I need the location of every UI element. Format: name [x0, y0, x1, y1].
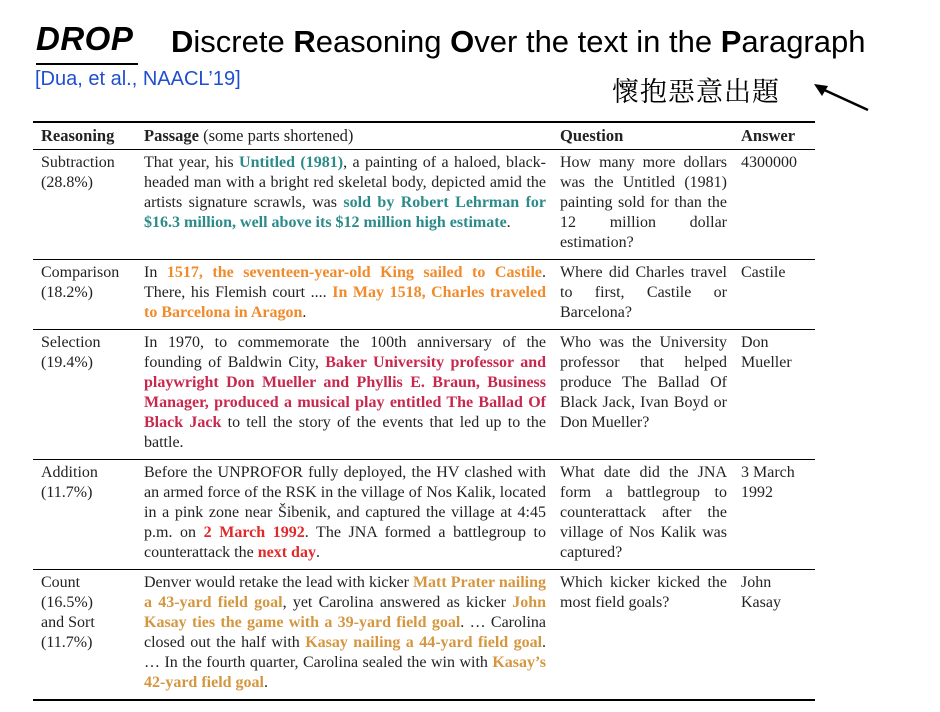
- passage-cell: [136, 460, 552, 570]
- passage-highlight: 2 March 1992: [203, 524, 305, 541]
- header-reasoning: Reasoning: [33, 122, 136, 150]
- question-cell: Where did Charles travel to first, Castile or Barcelona?: [552, 260, 733, 330]
- header-passage-label: Passage: [144, 126, 199, 145]
- drop-expansion-title: [171, 24, 865, 60]
- reasoning-cell: [33, 150, 136, 260]
- passage-text: That year, his: [144, 154, 240, 171]
- title-initial: R: [293, 24, 316, 59]
- question-cell: What date did the JNA form a battlegroup to counterattack after the village of Nos Kalik was captured?: [552, 460, 733, 570]
- answer-cell: Don Mueller: [733, 330, 815, 460]
- passage-text: In: [144, 264, 167, 281]
- title-segment: ver the text in the: [474, 24, 721, 59]
- passage-highlight: Kasay’s 42-yard field goal: [144, 654, 546, 691]
- answer-cell: 3 March 1992: [733, 460, 815, 570]
- acronym-underline: [36, 63, 138, 65]
- table-row: [33, 330, 815, 460]
- passage-text: .: [315, 544, 320, 561]
- passage-cell: [136, 570, 552, 701]
- reasoning-line: (16.5%): [41, 594, 93, 611]
- passage-text: Denver would retake the lead with kicker: [144, 574, 413, 591]
- passage-text: , yet Carolina answered as kicker: [282, 594, 513, 611]
- passage-highlight: Matt Prater nailing a 43-yard field goal: [144, 574, 547, 611]
- title-initial: D: [171, 24, 194, 59]
- title-initial: O: [450, 24, 475, 59]
- passage-text: . … In the fourth quarter, Carolina sealed the win with: [144, 634, 547, 671]
- passage-text: . There, his Flemish court ....: [144, 264, 547, 301]
- passage-highlight: 1517, the seventeen-year-old King sailed to Castile: [166, 264, 543, 281]
- reasoning-line: (28.8%): [41, 174, 93, 191]
- arrow-left-icon: [812, 80, 872, 114]
- reasoning-line: Selection: [41, 334, 101, 351]
- passage-highlight: Baker University professor and playwright Don Mueller and Phyllis E. Braun, Business Manager, produced a musical play entitled The Ballad Of Black Jack: [144, 354, 547, 431]
- passage-highlight: John Kasay ties the game with a 39-yard field goal: [144, 594, 546, 631]
- passage-text: to tell the story of the events that led up to the battle.: [144, 414, 546, 451]
- table-row: [33, 260, 815, 330]
- passage-highlight: In May 1518, Charles traveled to Barcelona in Aragon: [144, 284, 546, 321]
- table-row: [33, 460, 815, 570]
- table-row: [33, 570, 815, 701]
- question-cell: Which kicker kicked the most field goals?: [552, 570, 733, 701]
- header-passage-note: (some parts shortened): [199, 126, 354, 145]
- reasoning-line: (11.7%): [41, 484, 93, 501]
- reasoning-cell: [33, 330, 136, 460]
- passage-text: .: [506, 214, 511, 231]
- question-cell: Who was the University professor that helped produce The Ballad Of Black Jack, Ivan Boyd or Don Mueller?: [552, 330, 733, 460]
- passage-highlight: sold by Robert Lehrman for $16.3 million, well above its $12 million high estimate: [144, 194, 546, 231]
- header-answer: Answer: [733, 122, 815, 150]
- answer-cell: Castile: [733, 260, 815, 330]
- header-passage: [136, 122, 552, 150]
- passage-text: .: [264, 674, 268, 691]
- reasoning-line: (11.7%): [41, 634, 93, 651]
- table-header-row: [33, 122, 815, 150]
- title-initial: P: [720, 24, 742, 59]
- reasoning-line: (18.2%): [41, 284, 93, 301]
- reasoning-cell: [33, 570, 136, 701]
- passage-text: .: [302, 304, 307, 321]
- reasoning-line: Addition: [41, 464, 98, 481]
- chinese-note: 懷抱惡意出題: [612, 77, 780, 108]
- title-segment: iscrete: [193, 24, 294, 59]
- passage-cell: [136, 260, 552, 330]
- answer-cell: John Kasay: [733, 570, 815, 701]
- passage-text: , a painting of a haloed, black-headed man with a bright red skeletal body, depicted amid the artists signature scrawls, was: [144, 154, 547, 211]
- reasoning-line: Count: [41, 574, 81, 591]
- passage-highlight: next day: [257, 544, 316, 561]
- reasoning-line: (19.4%): [41, 354, 93, 371]
- title-segment: easoning: [315, 24, 451, 59]
- passage-text: Before the UNPROFOR fully deployed, the HV clashed with an armed force of the RSK in the village of Nos Kalik, located in a pink zone near Šibenik, and captured the village at 4:45 p.m. on: [144, 464, 546, 541]
- reasoning-line: and Sort: [41, 614, 95, 631]
- passage-cell: [136, 150, 552, 260]
- reasoning-cell: [33, 460, 136, 570]
- passage-highlight: Untitled (1981): [239, 154, 344, 171]
- answer-cell: 4300000: [733, 150, 815, 260]
- question-cell: How many more dollars was the Untitled (1981) painting sold for than the 12 million dollar estimation?: [552, 150, 733, 260]
- passage-text: . The JNA formed a battlegroup to counterattack the: [144, 524, 546, 561]
- reasoning-line: Subtraction: [41, 154, 115, 171]
- passage-cell: [136, 330, 552, 460]
- passage-text: . … Carolina closed out the half with: [144, 614, 547, 651]
- table-row: [33, 150, 815, 260]
- reasoning-cell: [33, 260, 136, 330]
- passage-text: In 1970, to commemorate the 100th anniversary of the founding of Baldwin City,: [144, 334, 546, 371]
- title-segment: aragraph: [741, 24, 866, 59]
- drop-acronym: DROP: [36, 20, 134, 57]
- reasoning-line: Comparison: [41, 264, 120, 281]
- passage-highlight: Kasay nailing a 44-yard field goal: [305, 634, 543, 651]
- drop-examples-table: [33, 121, 815, 701]
- header-question: Question: [552, 122, 733, 150]
- citation: [Dua, et al., NAACL’19]: [35, 68, 241, 90]
